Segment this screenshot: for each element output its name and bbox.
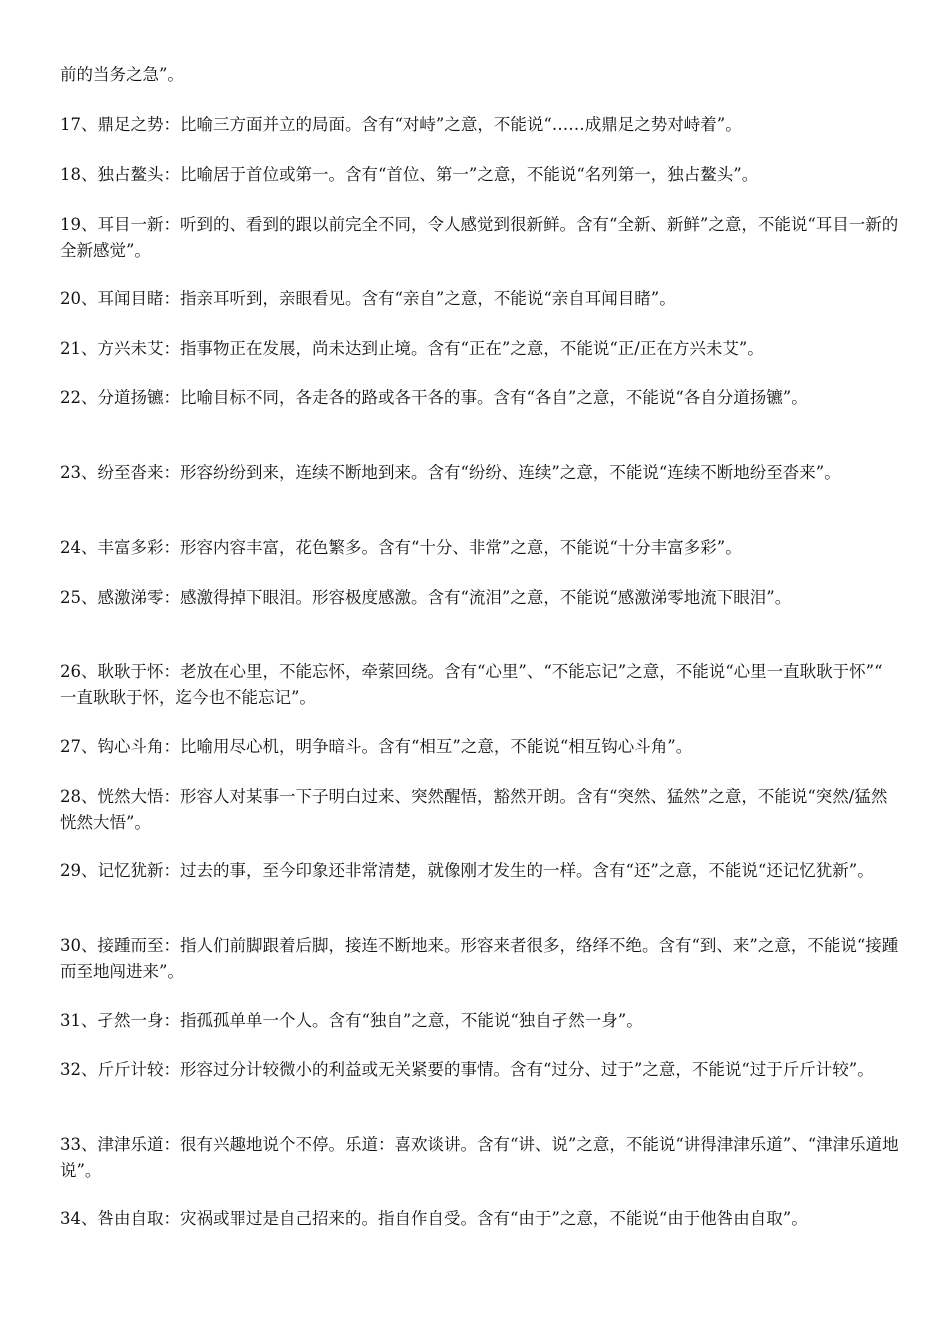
paragraph-item-26: 26、耿耿于怀：老放在心里，不能忘怀，牵萦回绕。含有“心里”、“不能忘记”之意，不能说“心里一直耿耿于怀”“ 一直耿耿于怀，迄今也不能忘记”。 <box>60 662 883 707</box>
paragraph-item-27: 27、钩心斗角：比喻用尽心机，明争暗斗。含有“相互”之意，不能说“相互钩心斗角”。 <box>60 737 693 756</box>
paragraph-item-33: 33、津津乐道：很有兴趣地说个不停。乐道：喜欢谈讲。含有“讲、说”之意，不能说“讲得津津乐道”、“津津乐道地说”。 <box>60 1135 899 1180</box>
paragraph-item-29: 29、记忆犹新：过去的事，至今印象还非常清楚，就像刚才发生的一样。含有“还”之意，不能说“还记忆犹新”。 <box>60 861 874 880</box>
paragraph-item-30: 30、接踵而至：指人们前脚跟着后脚，接连不断地来。形容来者很多，络绎不绝。含有“到、来”之意，不能说“接踵而至地闯进来”。 <box>60 936 899 981</box>
paragraph-item-32: 32、斤斤计较：形容过分计较微小的利益或无关紧要的事情。含有“过分、过于”之意，不能说“过于斤斤计较”。 <box>60 1060 874 1079</box>
paragraph-continuation: 前的当务之急”。 <box>60 65 184 84</box>
paragraph-item-31: 31、孑然一身：指孤孤单单一个人。含有“独自”之意，不能说“独自孑然一身”。 <box>60 1011 643 1030</box>
paragraph-item-18: 18、独占鳌头：比喻居于首位或第一。含有“首位、第一”之意，不能说“名列第一，独占鳌头”。 <box>60 165 759 184</box>
paragraph-item-21: 21、方兴未艾：指事物正在发展，尚未达到止境。含有“正在”之意，不能说“正/正在方兴未艾”。 <box>60 339 764 358</box>
paragraph-item-20: 20、耳闻目睹：指亲耳听到，亲眼看见。含有“亲自”之意，不能说“亲自耳闻目睹”。 <box>60 289 676 308</box>
paragraph-item-19: 19、耳目一新：听到的、看到的跟以前完全不同，令人感觉到很新鲜。含有“全新、新鲜”之意，不能说“耳目一新的全新感觉”。 <box>60 215 899 260</box>
paragraph-item-22: 22、分道扬镳：比喻目标不同，各走各的路或各干各的事。含有“各自”之意，不能说“各自分道扬镳”。 <box>60 388 808 407</box>
paragraph-item-24: 24、丰富多彩：形容内容丰富，花色繁多。含有“十分、非常”之意，不能说“十分丰富多彩”。 <box>60 538 742 557</box>
paragraph-item-28: 28、恍然大悟：形容人对某事一下子明白过来、突然醒悟，豁然开朗。含有“突然、猛然”之意，不能说“突然/猛然恍然大悟”。 <box>60 787 888 832</box>
paragraph-item-17: 17、鼎足之势：比喻三方面并立的局面。含有“对峙”之意，不能说“……成鼎足之势对峙着”。 <box>60 115 742 134</box>
paragraph-item-23: 23、纷至沓来：形容纷纷到来，连续不断地到来。含有“纷纷、连续”之意，不能说“连续不断地纷至沓来”。 <box>60 463 841 482</box>
paragraph-item-25: 25、感激涕零：感激得掉下眼泪。形容极度感激。含有“流泪”之意，不能说“感激涕零地流下眼泪”。 <box>60 588 792 607</box>
paragraph-item-34: 34、咎由自取：灾祸或罪过是自己招来的。指自作自受。含有“由于”之意，不能说“由于他咎由自取”。 <box>60 1209 808 1228</box>
